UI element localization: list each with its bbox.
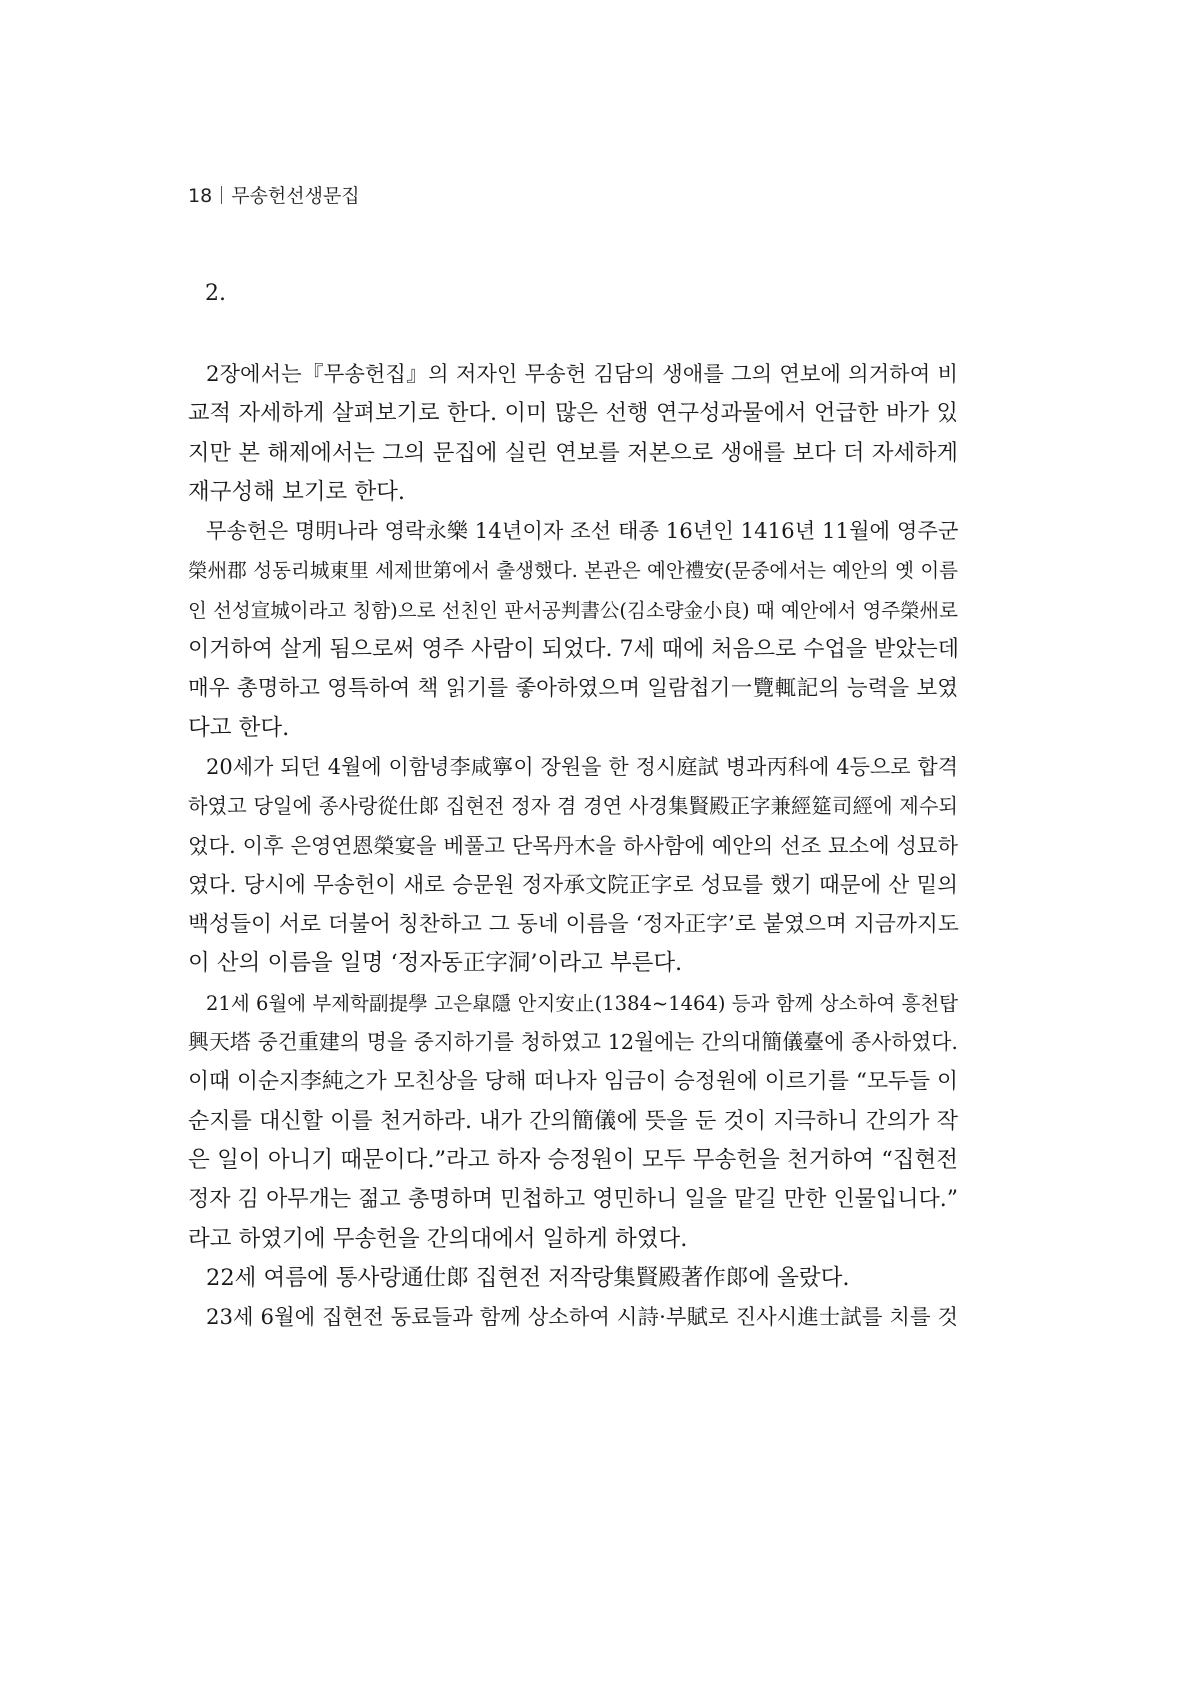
paragraph-line: 이때 이순지李純之가 모친상을 당해 떠나자 임금이 승정원에 이르기를 “모두들 이	[188, 1069, 958, 1095]
paragraph-line: 백성들이 서로 더불어 칭찬하고 그 동네 이름을 ‘정자正字’로 붙였으며 지금까지도	[188, 912, 959, 938]
section-number: 2.	[205, 281, 226, 306]
paragraph-line: 다고 한다.	[188, 714, 290, 741]
paragraph-line: 이 산의 이름을 일명 ‘정자동正字洞’이라고 부른다.	[188, 950, 683, 977]
paragraph-line: 興天塔 중건重建의 명을 중지하기를 청하였고 12월에는 간의대簡儀臺에 종사하였다.	[188, 1030, 958, 1055]
paragraph-line: 매우 총명하고 영특하여 책 읽기를 좋아하였으며 일람첩기一覽輒記의 능력을 보였	[188, 676, 958, 702]
paragraph-line: 무송헌은 명明나라 영락永樂 14년이자 조선 태종 16년인 1416년 11월에 영주군	[206, 519, 959, 545]
paragraph-line: 라고 하였기에 무송헌을 간의대에서 일하게 하였다.	[188, 1225, 688, 1252]
running-header	[188, 183, 360, 209]
paragraph-line: 었다. 이후 은영연恩榮宴을 베풀고 단목丹木을 하사함에 예안의 선조 묘소에 성묘하	[188, 833, 958, 859]
page-number: 18	[188, 185, 213, 207]
paragraph-line: 20세가 되던 4월에 이함녕李咸寧이 장원을 한 정시庭試 병과丙科에 4등으로 합격	[206, 754, 958, 779]
paragraph-line: 23세 6월에 집현전 동료들과 함께 상소하여 시詩·부賦로 진사시進士試를 치를 것	[206, 1305, 958, 1331]
paragraph-line: 지만 본 해제에서는 그의 문집에 실린 연보를 저본으로 생애를 보다 더 자세하게	[188, 439, 958, 466]
paragraph-line: 순지를 대신할 이를 천거하라. 내가 간의簡儀에 뜻을 둔 것이 지극하니 간의가 작	[188, 1108, 958, 1134]
paragraph-line: 교적 자세하게 살펴보기로 한다. 이미 많은 선행 연구성과물에서 언급한 바가 있	[188, 400, 958, 427]
body-text	[188, 355, 958, 1337]
paragraph-line: 하였고 당일에 종사랑從仕郞 집현전 정자 겸 경연 사경集賢殿正字兼經筵司經에 제수되	[188, 794, 958, 819]
paragraph-line: 정자 김 아무개는 젊고 총명하며 민첩하고 영민하니 일을 맡길 만한 인물입니다.”	[188, 1187, 958, 1213]
paragraph-line: 재구성해 보기로 한다.	[188, 478, 406, 505]
paragraph-line: 인 선성宣城이라고 칭함)으로 선친인 판서공判書公(김소량金小良) 때 예안에서 영주榮州로	[188, 598, 958, 622]
paragraph-line: 22세 여름에 통사랑通仕郞 집현전 저작랑集賢殿著作郞에 올랐다.	[206, 1264, 850, 1291]
paragraph-line: 이거하여 살게 됨으로써 영주 사람이 되었다. 7세 때에 처음으로 수업을 받았는데	[188, 637, 959, 663]
paragraph-line: 였다. 당시에 무송헌이 새로 승문원 정자承文院正字로 성묘를 했기 때문에 산 밑의	[188, 872, 958, 898]
paragraph-line: 榮州郡 성동리城東里 세제世第에서 출생했다. 본관은 예안禮安(문중에서는 예안의 옛 이름	[188, 559, 958, 583]
header-separator	[221, 186, 222, 204]
book-title: 무송헌선생문집	[231, 185, 360, 207]
paragraph-line: 21세 6월에 부제학副提學 고은皐隱 안지安止(1384~1464) 등과 함께 상소하여 흥천탑	[206, 991, 958, 1015]
paragraph-line: 2장에서는『무송헌집』의 저자인 무송헌 김담의 생애를 그의 연보에 의거하여 비	[206, 362, 958, 387]
paragraph-line: 은 일이 아니기 때문이다.”라고 하자 승정원이 모두 무송헌을 천거하여 “집현전	[188, 1146, 958, 1173]
